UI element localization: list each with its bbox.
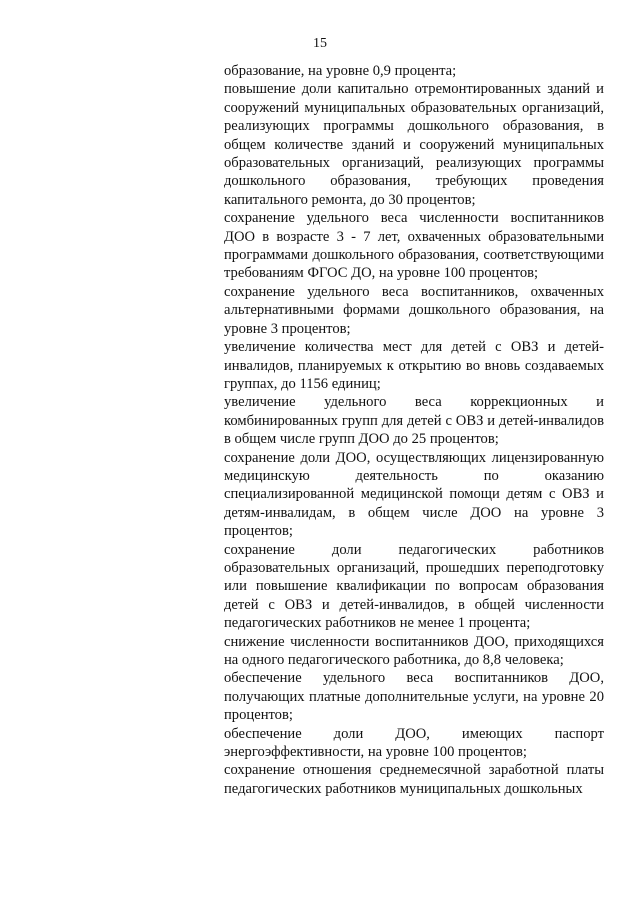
paragraph: сохранение доли педагогических работников образовательных организаций, прошедших переподготовку или повышение квалификации по вопросам образования детей с ОВЗ и детей-инвалидов, в общей численности педагогических работников не менее 1 процента; (224, 541, 604, 632)
paragraph: увеличение количества мест для детей с ОВЗ и детей-инвалидов, планируемых к открытию во вновь создаваемых группах, до 1156 единиц; (224, 339, 604, 392)
paragraph: сохранение отношения среднемесячной заработной платы педагогических работников муниципальных дошкольных (224, 762, 604, 797)
paragraph: повышение доли капитально отремонтированных зданий и сооружений муниципальных образовательных организаций, реализующих программы дошкольного образования, в общем количестве зданий и сооружений муниципальных образовательных организаций, реализующих программы дошкольного образования, требующих проведения капитального ремонта, до 30 процентов; (224, 81, 604, 208)
paragraph: увеличение удельного веса коррекционных и комбинированных групп для детей с ОВЗ и детей-инвалидов в общем числе групп ДОО до 25 процентов; (224, 394, 604, 448)
paragraph: сохранение доли ДОО, осуществляющих лицензированную медицинскую деятельность по оказанию специализированной медицинской помощи детям с ОВЗ и детям-инвалидам, в общем числе ДОО на уровне 3 процентов; (224, 449, 604, 540)
paragraph: образование, на уровне 0,9 процента; (224, 63, 457, 79)
paragraph: обеспечение доли ДОО, имеющих паспорт энергоэффективности, на уровне 100 процентов; (224, 725, 604, 761)
paragraph: снижение численности воспитанников ДОО, приходящихся на одного педагогического работника, до 8,8 человека; (224, 633, 604, 668)
paragraph: сохранение удельного веса численности воспитанников ДОО в возрасте 3 - 7 лет, охваченных образовательными программами дошкольного образования, соответствующими требованиям ФГОС ДО, на уровне 100 процентов; (224, 210, 604, 282)
paragraph: сохранение удельного веса воспитанников, охваченных альтернативными формами дошкольного образования, на уровне 3 процентов; (224, 283, 604, 337)
paragraph: обеспечение удельного веса воспитанников ДОО, получающих платные дополнительные услуги, на уровне 20 процентов; (224, 670, 604, 724)
page-number: 15 (313, 36, 327, 51)
document-body (224, 62, 604, 798)
